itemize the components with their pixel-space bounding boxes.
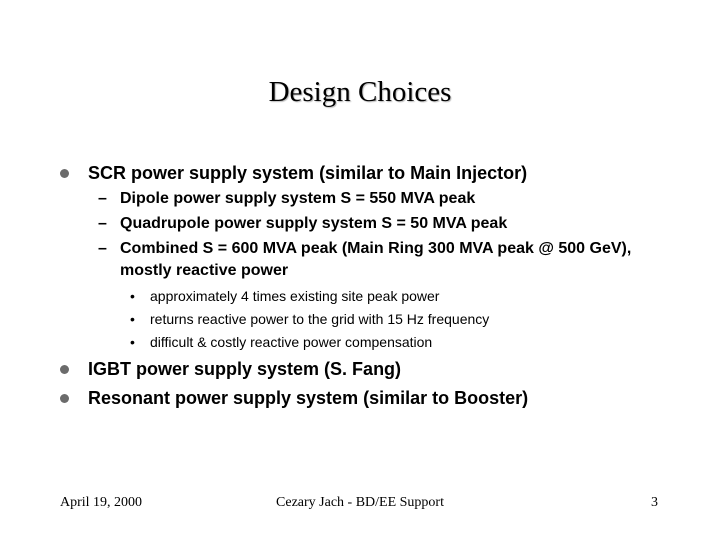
slide-title: Design Choices [268,76,452,108]
dash-marker: – [98,215,107,232]
small-bullet-marker: • [130,334,135,350]
bullet-dot-icon [60,169,69,178]
bullet-dot-icon [60,365,69,374]
sub-sub-bullet-text: approximately 4 times existing site peak power [150,288,440,304]
dash-marker: – [98,240,107,257]
bullet-text: SCR power supply system (similar to Main Injector) [88,163,528,183]
dash-marker: – [98,190,107,207]
sub-sub-bullet-text: returns reactive power to the grid with 15 Hz frequency [150,311,490,327]
sub-bullet-text: Dipole power supply system S = 550 MVA peak [120,190,476,207]
sub-bullet-text: Quadrupole power supply system S = 50 MVA peak [120,215,508,232]
bullet-text: IGBT power supply system (S. Fang) [88,359,402,379]
bullet-dot-icon [60,394,69,403]
small-bullet-marker: • [130,288,135,304]
page-number: 3 [651,495,658,510]
footer-author: Cezary Jach - BD/EE Support [276,495,444,510]
small-bullet-marker: • [130,311,135,327]
bullet-text: Resonant power supply system (similar to Booster) [88,388,529,408]
footer-date: April 19, 2000 [60,495,143,510]
sub-sub-bullet-text: difficult & costly reactive power compensation [150,334,433,350]
sub-bullet-text: Combined S = 600 MVA peak (Main Ring 300 MVA peak @ 500 GeV), mostly reactive power [120,240,632,279]
